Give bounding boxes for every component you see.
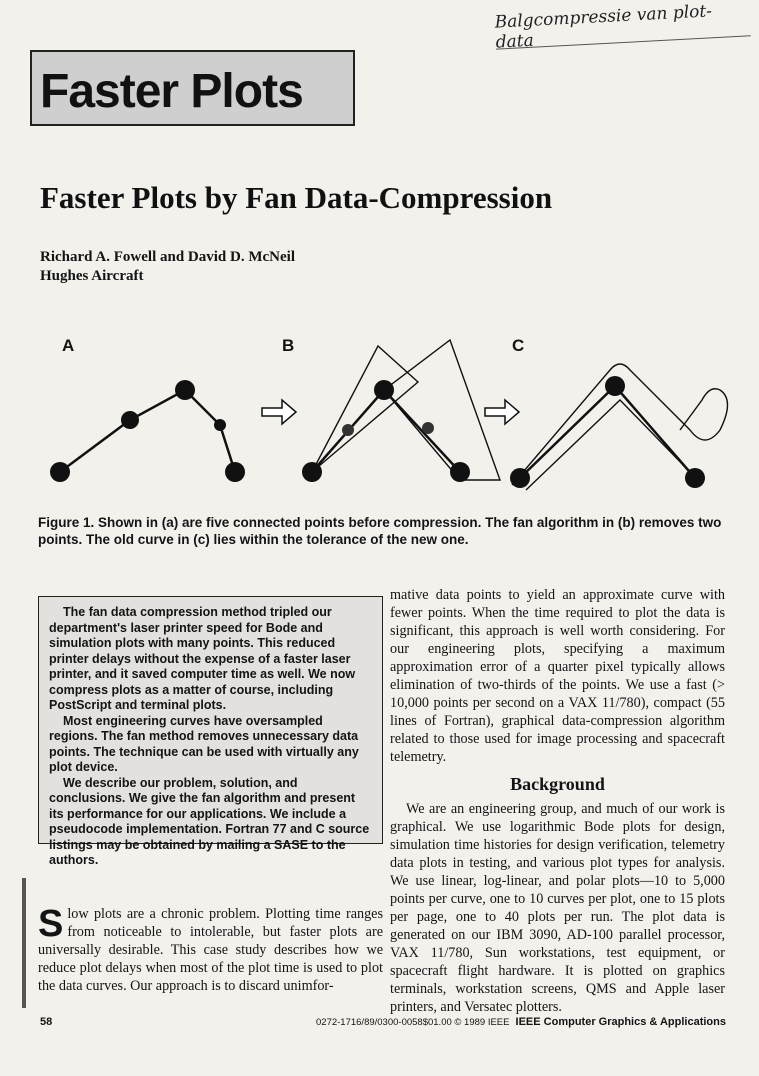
- abstract-paragraph: We describe our problem, solution, and conclusions. We give the fan algorithm and present its performance for our applications. We include a pseudocode implementation. Fortran 77 and C source listings may be obtained by mailing a SASE to the authors.: [49, 775, 370, 867]
- intro-paragraph-right: mative data points to yield an approximate curve with fewer points. When the time required to plot the data is significant, this approach is well worth considering. For our engineering plots, specifying a maximum approximation error of a quarter pixel typically allows elimination of two-thirds of the points. We use a fast (> 10,000 points per second on a VAX 11/780), compact (55 lines of Fortran), graphical data-compression algorithm related to those used for image processing and spacecraft telemetry.: [390, 587, 725, 765]
- abstract-paragraph: The fan data compression method tripled our department's laser printer speed for Bode and simulation plots with many points. This reduced printer delays without the expense of a faster laser printer, and it saved computer time as well. We now compress plots as a matter of course, including PostScript and terminal plots.: [49, 605, 356, 712]
- intro-section: [38, 905, 383, 995]
- figure-label-c: C: [512, 336, 525, 355]
- figure-1: [30, 330, 730, 510]
- figure-caption: Figure 1. Shown in (a) are five connected points before compression. The fan algorithm in (b) removes two points. The old curve in (c) lies within the tolerance of the new one.: [38, 515, 722, 547]
- figure-label-b: B: [282, 336, 295, 355]
- magazine-name: IEEE Computer Graphics & Applications: [515, 1016, 726, 1028]
- authors-block: [40, 248, 295, 286]
- drop-cap: S: [38, 903, 64, 945]
- margin-bar: [22, 878, 26, 1008]
- panel-a-points: [50, 380, 245, 482]
- figure-1-drawing: [30, 330, 730, 510]
- panel-b-fans: [312, 340, 500, 480]
- abstract-box: [38, 596, 383, 867]
- arrow-b-to-c: [485, 400, 519, 424]
- background-section: [390, 800, 725, 1016]
- background-paragraph: We are an engineering group, and much of our work is graphical. We use logarithmic Bode plots for design, simulation time histories for design verification, telemetry data plots in testing, and various plot types for analysis. We use linear, log-linear, and polar plots—10 to 5,000 points per curve, one to 10 curves per plot, one to 15 plots per page, one to 40 plots per run. The plot data is generated on our IBM 3090, AD-100 parallel processor, VAX 11/780, Sun workstations, test equipment, or spacecraft flight hardware. It is plotted on graphics terminals, workstation screens, QMS and Apple laser printers, and Versatec plotters.: [390, 801, 725, 1015]
- page-number: 58: [40, 1016, 53, 1028]
- copyright-line: 0272-1716/89/0300-0058$01.00 © 1989 IEEE: [316, 1017, 510, 1028]
- abstract-paragraph: Most engineering curves have oversampled regions. The fan method removes unnecessary data points. The technique can be used with virtually any plot device.: [49, 713, 359, 774]
- handwritten-note: Balgcompressie van plot-data: [494, 0, 751, 50]
- arrow-a-to-b: [262, 400, 296, 424]
- panel-b-points: [302, 380, 470, 482]
- department-title: Faster Plots: [40, 65, 303, 118]
- author-affiliation: Hughes Aircraft: [40, 268, 144, 284]
- background-heading: Background: [510, 774, 605, 794]
- figure-label-a: A: [62, 336, 75, 355]
- author-names: Richard A. Fowell and David D. McNeil: [40, 249, 295, 265]
- panel-c-curve: [520, 386, 695, 478]
- intro-continuation: [390, 586, 725, 766]
- article-title: Faster Plots by Fan Data-Compression: [40, 180, 553, 215]
- intro-paragraph-left: low plots are a chronic problem. Plotting time ranges from noticeable to intolerable, but faster plots are universally desirable. This case study describes how we reduce plot delays when most of the plot time is used to plot the data curves. Our approach is to discard unimfor-: [38, 906, 383, 994]
- panel-a-curve: [60, 390, 235, 472]
